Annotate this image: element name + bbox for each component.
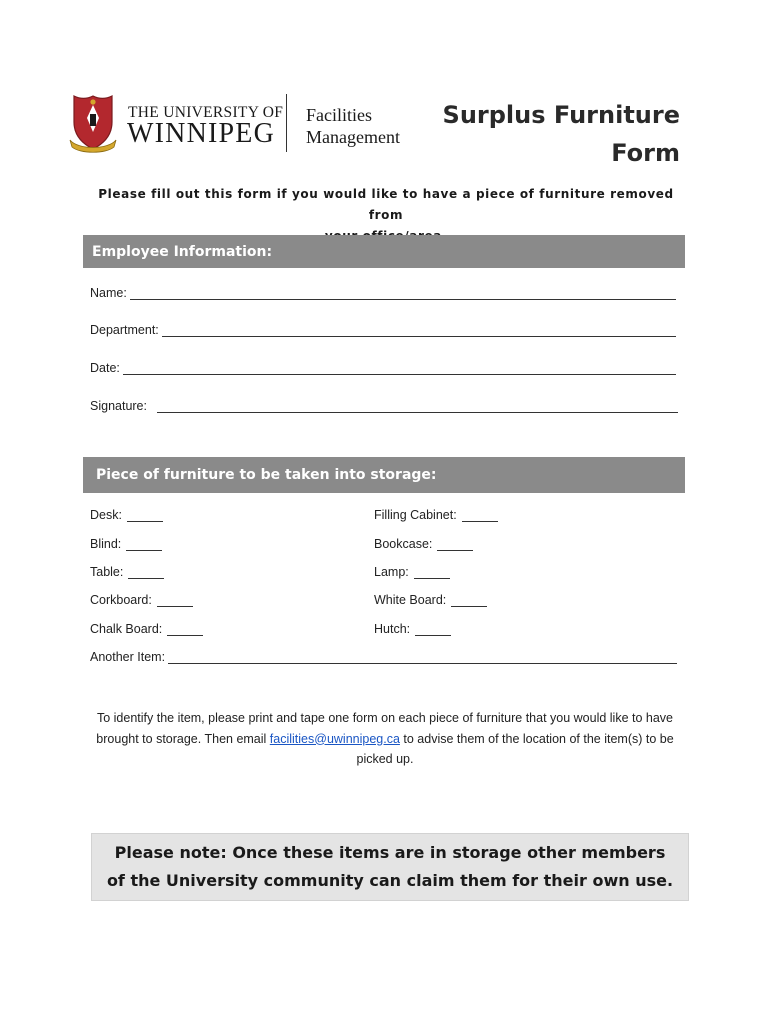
hutch-label: Hutch: <box>374 622 411 636</box>
instructions-text <box>86 708 684 770</box>
chalk-board-item[interactable] <box>90 622 203 636</box>
white-board-item[interactable] <box>374 593 487 607</box>
chalk-board-label: Chalk Board: <box>90 622 163 636</box>
university-name-line2: WINNIPEG <box>127 118 276 149</box>
blind-label: Blind: <box>90 537 122 551</box>
instructions-part1: To identify the item, please print and tape one form on each piece of furniture that you would like to have brought to storage. Then email <box>96 711 674 746</box>
department-input-line[interactable] <box>162 323 676 337</box>
storage-warning-box <box>91 833 689 901</box>
table-item[interactable] <box>90 565 164 579</box>
white-board-label: White Board: <box>374 593 447 607</box>
bookcase-label: Bookcase: <box>374 537 433 551</box>
hutch-item[interactable] <box>374 622 451 636</box>
signature-label: Signature: <box>90 399 147 413</box>
department-line1: Facilities <box>306 105 372 125</box>
desk-input-line[interactable] <box>127 509 163 522</box>
storage-warning-text: Please note: Once these items are in storage other members of the University community can claim them for their own use. <box>106 843 674 890</box>
bookcase-item[interactable] <box>374 537 473 551</box>
chalk-board-input-line[interactable] <box>167 623 203 636</box>
table-input-line[interactable] <box>128 566 164 579</box>
department-name <box>306 104 400 148</box>
form-title-line1: Surplus Furniture <box>442 101 680 129</box>
filling-cabinet-label: Filling Cabinet: <box>374 508 457 522</box>
department-label: Department: <box>90 323 159 337</box>
form-title-line2: Form <box>611 139 680 167</box>
another-item-label: Another Item: <box>90 650 166 664</box>
university-crest-icon <box>68 92 118 154</box>
signature-field[interactable] <box>90 399 678 413</box>
desk-item[interactable] <box>90 508 163 522</box>
filling-cabinet-item[interactable] <box>374 508 498 522</box>
intro-line1: Please fill out this form if you would like to have a piece of furniture removed from <box>98 187 674 222</box>
desk-label: Desk: <box>90 508 122 522</box>
name-field[interactable] <box>90 286 676 300</box>
white-board-input-line[interactable] <box>451 594 487 607</box>
blind-input-line[interactable] <box>126 538 162 551</box>
hutch-input-line[interactable] <box>415 623 451 636</box>
table-label: Table: <box>90 565 124 579</box>
employee-section-heading: Employee Information: <box>83 235 685 268</box>
header-divider <box>286 94 287 152</box>
another-item-input-line[interactable] <box>168 650 677 664</box>
date-input-line[interactable] <box>123 361 676 375</box>
university-name-line1: THE UNIVERSITY OF <box>128 104 284 121</box>
name-input-line[interactable] <box>130 286 676 300</box>
filling-cabinet-input-line[interactable] <box>462 509 498 522</box>
form-title <box>440 96 680 172</box>
corkboard-input-line[interactable] <box>157 594 193 607</box>
date-label: Date: <box>90 361 120 375</box>
blind-item[interactable] <box>90 537 162 551</box>
department-field[interactable] <box>90 323 676 337</box>
date-field[interactable] <box>90 361 676 375</box>
signature-input-line[interactable] <box>157 399 678 413</box>
lamp-input-line[interactable] <box>414 566 450 579</box>
bookcase-input-line[interactable] <box>437 538 473 551</box>
department-line2: Management <box>306 127 400 147</box>
email-link[interactable]: facilities@uwinnipeg.ca <box>269 731 400 746</box>
form-header <box>68 88 680 168</box>
corkboard-item[interactable] <box>90 593 193 607</box>
lamp-label: Lamp: <box>374 565 409 579</box>
instructions-part2: to advise them of the location of the item(s) to be picked up. <box>356 731 674 766</box>
corkboard-label: Corkboard: <box>90 593 152 607</box>
lamp-item[interactable] <box>374 565 450 579</box>
furniture-section-heading: Piece of furniture to be taken into storage: <box>83 457 685 493</box>
another-item-field[interactable] <box>90 650 677 664</box>
name-label: Name: <box>90 286 127 300</box>
